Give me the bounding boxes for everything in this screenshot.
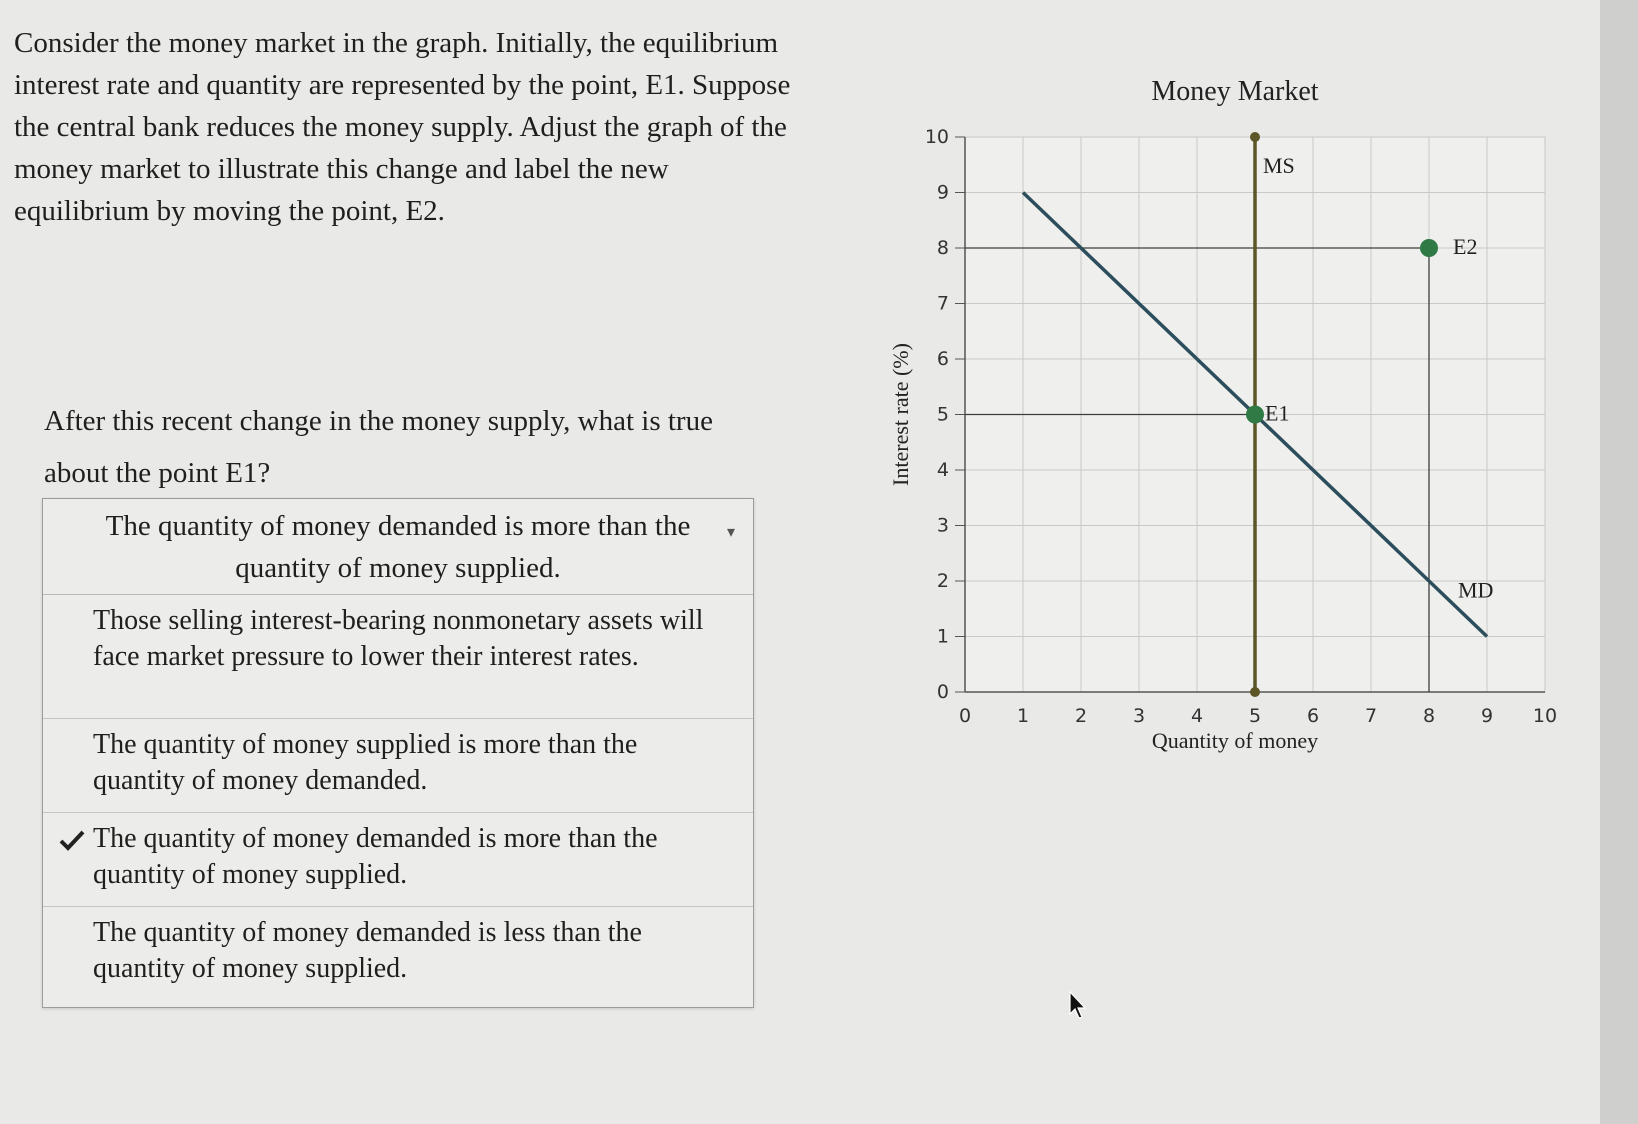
dropdown-option[interactable]	[43, 907, 753, 1003]
md-label: MD	[1458, 577, 1494, 603]
x-tick-label: 3	[1132, 705, 1146, 727]
y-tick-label: 10	[924, 126, 949, 148]
dropdown-selected-label: The quantity of money demanded is more than the quantity of money supplied.	[105, 510, 691, 584]
ms-label: MS	[1263, 152, 1295, 178]
dropdown-option[interactable]	[43, 813, 753, 907]
chart-title: Money Market	[1151, 76, 1319, 107]
question-text: Consider the money market in the graph. Initially, the equilibrium interest rate and quantity are represented by the point, E1. Suppose the central bank reduces the money supply. Adjust the graph of the money market to illustrate this change and label the new equilibrium by moving the point, E2.	[14, 27, 791, 227]
dropdown-selected-value[interactable]	[43, 499, 753, 595]
chart-svg	[880, 70, 1600, 770]
point-label-e1: E1	[1265, 400, 1290, 426]
x-tick-label: 10	[1532, 705, 1558, 727]
x-tick-label: 9	[1480, 705, 1494, 727]
x-tick-label: 1	[1016, 705, 1030, 727]
dropdown-option[interactable]	[43, 719, 753, 813]
x-tick-label: 0	[958, 705, 972, 727]
ms-endpoint-handle[interactable]	[1250, 687, 1260, 697]
ms-endpoint-handle[interactable]	[1250, 132, 1260, 142]
dropdown-option-label: The quantity of money demanded is less than the quantity of money supplied.	[93, 917, 642, 984]
y-tick-label: 9	[936, 181, 949, 204]
x-tick-label: 8	[1422, 705, 1436, 727]
dropdown-options-list	[43, 595, 753, 1003]
x-tick-label: 2	[1074, 705, 1088, 727]
dropdown-option-label: Those selling interest-bearing nonmonetary assets will face market pressure to lower their interest rates.	[93, 605, 704, 672]
point-e1[interactable]	[1246, 406, 1264, 424]
screen-edge	[1600, 0, 1638, 1124]
y-tick-label: 3	[936, 514, 949, 537]
x-tick-label: 4	[1190, 705, 1204, 727]
y-tick-label: 2	[936, 570, 949, 592]
y-tick-label: 1	[936, 625, 949, 648]
point-label-e2: E2	[1453, 234, 1478, 259]
dropdown-option[interactable]	[43, 595, 753, 719]
y-tick-label: 4	[936, 459, 949, 481]
y-tick-label: 0	[936, 681, 949, 703]
y-tick-label: 7	[936, 292, 949, 315]
chevron-down-icon[interactable]: ▾	[726, 522, 735, 541]
point-e2[interactable]	[1420, 239, 1438, 257]
dropdown-option-label: The quantity of money supplied is more than the quantity of money demanded.	[93, 729, 638, 796]
y-tick-label: 6	[936, 348, 949, 370]
money-market-chart	[880, 70, 1600, 770]
sub-question-text: After this recent change in the money supply, what is true about the point E1?	[44, 405, 713, 489]
checkmark-icon	[59, 829, 85, 851]
x-tick-label: 5	[1248, 705, 1262, 727]
y-tick-label: 5	[936, 403, 949, 426]
x-axis-label: Quantity of money	[1151, 728, 1319, 753]
x-tick-label: 6	[1306, 705, 1320, 727]
dropdown-option-label: The quantity of money demanded is more than the quantity of money supplied.	[93, 823, 658, 890]
mouse-pointer-icon	[1068, 990, 1090, 1020]
y-axis-label: Interest rate (%)	[888, 343, 913, 486]
x-tick-label: 7	[1364, 705, 1378, 727]
y-tick-label: 8	[936, 237, 949, 259]
answer-dropdown[interactable]	[42, 498, 754, 1008]
